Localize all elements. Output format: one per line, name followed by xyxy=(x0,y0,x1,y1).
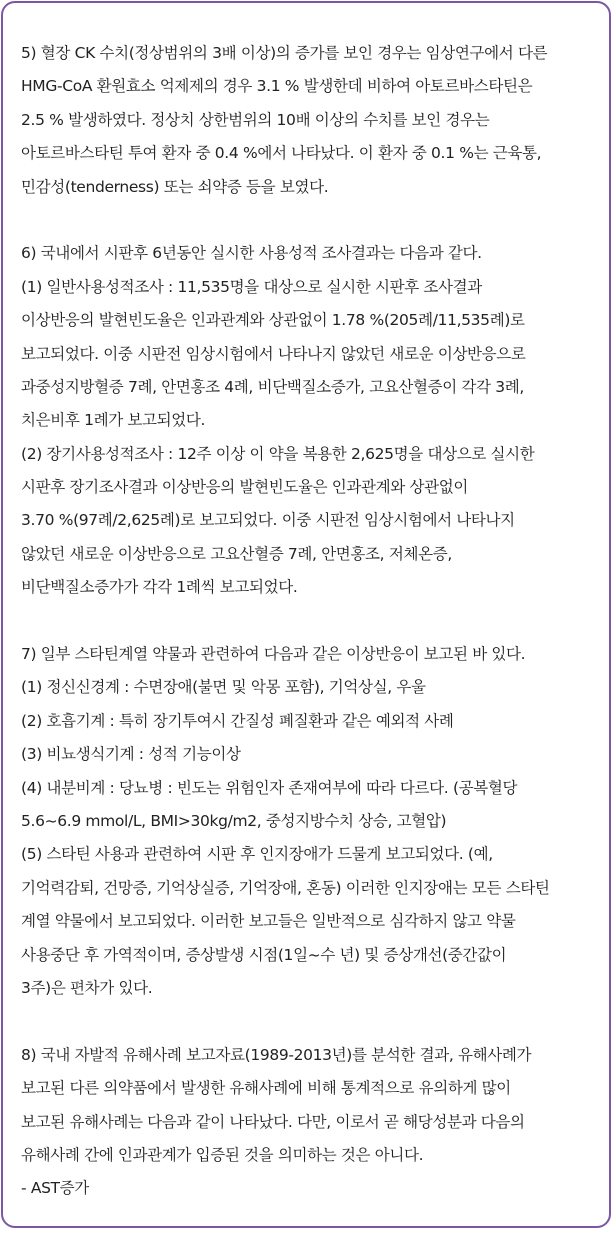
section-8 xyxy=(21,1039,601,1206)
text-line: HMG-CoA 환원효소 억제제의 경우 3.1 % 발생한데 비하여 아토르바스타틴은 xyxy=(21,77,533,96)
text-line: (5) 스타틴 사용과 관련하여 시판 후 인지장애가 드물게 보고되었다. (예, xyxy=(21,845,493,864)
text-line: 보고된 유해사례는 다음과 같이 나타났다. 다만, 이로서 곧 해당성분과 다음의 xyxy=(21,1112,525,1131)
text-line: 시판후 장기조사결과 이상반응의 발현빈도율은 인과관계와 상관없이 xyxy=(21,478,468,497)
text-line: 치은비후 1례가 보고되었다. xyxy=(21,411,206,430)
text-line: 민감성(tenderness) 또는 쇠약증 등을 보였다. xyxy=(21,177,329,196)
text-line: (2) 장기사용성적조사 : 12주 이상 이 약을 복용한 2,625명을 대상으로 실시한 xyxy=(21,444,535,463)
text-line: (4) 내분비계 : 당뇨병 : 빈도는 위험인자 존재여부에 따라 다르다. (공복혈당 xyxy=(21,778,518,797)
document-body xyxy=(21,37,601,1206)
text-line: 7) 일부 스타틴계열 약물과 관련하여 다음과 같은 이상반응이 보고된 바 있다. xyxy=(21,645,526,664)
section-6 xyxy=(21,237,601,604)
text-line: 5) 혈장 CK 수치(정상범위의 3배 이상)의 증가를 보인 경우는 임상연구에서 다른 xyxy=(21,44,548,62)
text-line: (3) 비뇨생식기계 : 성적 기능이상 xyxy=(21,745,241,764)
text-line: 6) 국내에서 시판후 6년동안 실시한 사용성적 조사결과는 다음과 같다. xyxy=(21,244,482,263)
text-line: 보고되었다. 이중 시판전 임상시험에서 나타나지 않았던 새로운 이상반응으로 xyxy=(21,344,526,363)
text-line: 비단백질소증가가 각각 1례씩 보고되었다. xyxy=(21,578,298,597)
text-line: 기억력감퇴, 건망증, 기억상실증, 기억장애, 혼동) 이러한 인지장애는 모든 스타틴 xyxy=(21,878,550,897)
text-line: 이상반응의 발현빈도율은 인과관계와 상관없이 1.78 %(205례/11,535례)로 xyxy=(21,311,525,330)
text-line: 3.70 %(97례/2,625례)로 보고되었다. 이중 시판전 임상시험에서 나타나지 xyxy=(21,511,515,530)
text-line: 3주)은 편차가 있다. xyxy=(21,978,153,997)
text-line: 8) 국내 자발적 유해사례 보고자료(1989-2013년)를 분석한 결과, 유해사례가 xyxy=(21,1045,532,1064)
text-line: 2.5 % 발생하였다. 정상치 상한범위의 10배 이상의 수치를 보인 경우는 xyxy=(21,110,490,129)
text-line: 5.6~6.9 mmol/L, BMI>30kg/m2, 중성지방수치 상승, 고혈압) xyxy=(21,811,447,830)
section-7 xyxy=(21,638,601,1005)
text-line: (1) 일반사용성적조사 : 11,535명을 대상으로 실시한 시판후 조사결과 xyxy=(21,277,482,296)
text-line: 보고된 다른 의약품에서 발생한 유해사례에 비해 통계적으로 유의하게 많이 xyxy=(21,1079,511,1098)
text-line: 유해사례 간에 인과관계가 입증된 것을 의미하는 것은 아니다. xyxy=(21,1145,424,1164)
paragraph-spacer xyxy=(21,605,601,638)
text-line: 않았던 새로운 이상반응으로 고요산혈증 7례, 안면홍조, 저체온증, xyxy=(21,544,452,563)
paragraph-spacer xyxy=(21,1005,601,1038)
text-line: (1) 정신신경계 : 수면장애(불면 및 악몽 포함), 기억상실, 우울 xyxy=(21,678,426,697)
text-line: 아토르바스타틴 투여 환자 중 0.4 %에서 나타났다. 이 환자 중 0.1 %는 근육통, xyxy=(21,144,542,163)
text-line: 계열 약물에서 보고되었다. 이러한 보고들은 일반적으로 심각하지 않고 약물 xyxy=(21,912,516,931)
text-line: - AST증가 xyxy=(21,1179,89,1198)
text-line: 과중성지방혈증 7례, 안면홍조 4례, 비단백질소증가, 고요산혈증이 각각 3례, xyxy=(21,377,524,396)
text-line: 사용중단 후 가역적이며, 증상발생 시점(1일~수 년) 및 증상개선(중간값이 xyxy=(21,945,507,964)
document-card xyxy=(1,1,611,1228)
paragraph-spacer xyxy=(21,204,601,237)
section-5 xyxy=(21,37,601,204)
text-line: (2) 호흡기계 : 특히 장기투여시 간질성 폐질환과 같은 예외적 사례 xyxy=(21,711,454,730)
